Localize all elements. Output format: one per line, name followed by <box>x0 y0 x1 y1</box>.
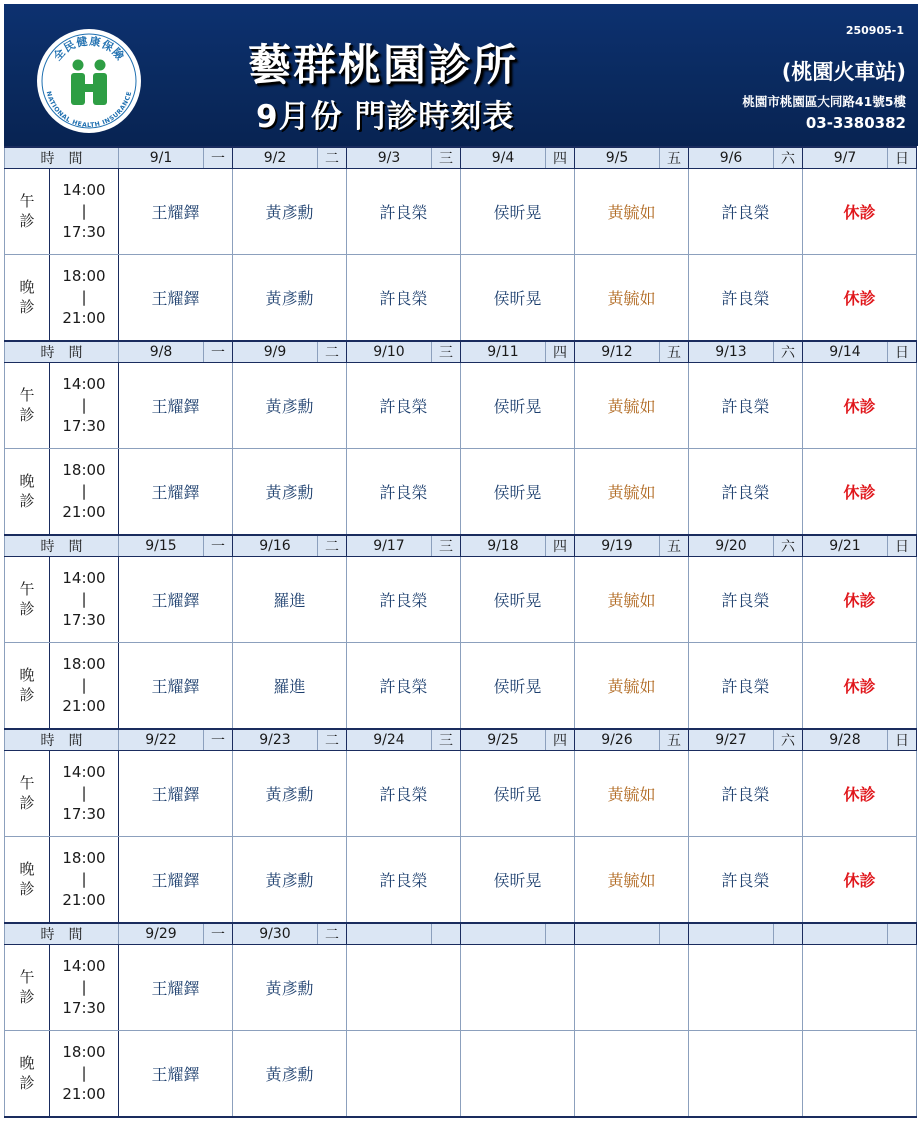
period-label-text: 午診 <box>19 968 35 1006</box>
date-cell: 9/23 <box>233 729 318 751</box>
time-line: | <box>81 870 87 888</box>
evening-period-label <box>5 255 50 342</box>
weekday-cell: 六 <box>774 535 803 557</box>
date-cell: 9/30 <box>233 923 318 945</box>
weekday-cell: 三 <box>432 535 461 557</box>
weekday-cell: 一 <box>204 923 233 945</box>
date-cell: 9/19 <box>575 535 660 557</box>
date-cell: 9/1 <box>119 147 204 169</box>
doctor-cell <box>689 945 803 1031</box>
date-cell: 9/18 <box>461 535 546 557</box>
evening-session-row <box>5 837 917 924</box>
weekday-cell: 日 <box>888 341 917 363</box>
closed-cell: 休診 <box>803 255 917 342</box>
doctor-cell: 王耀鐸 <box>119 363 233 449</box>
afternoon-period-label <box>5 751 50 837</box>
weekday-cell <box>432 923 461 945</box>
doctor-cell: 黃彥勳 <box>233 363 347 449</box>
weekday-cell: 二 <box>318 729 347 751</box>
weekday-cell: 六 <box>774 147 803 169</box>
date-cell: 9/2 <box>233 147 318 169</box>
doctor-cell: 黃彥勳 <box>233 1031 347 1118</box>
afternoon-period-label <box>5 169 50 255</box>
weekday-cell: 四 <box>546 535 575 557</box>
date-cell <box>461 923 546 945</box>
afternoon-period-label <box>5 557 50 643</box>
time-line: 14:00 <box>62 569 106 587</box>
date-cell: 9/27 <box>689 729 774 751</box>
evening-period-label <box>5 449 50 536</box>
doctor-cell: 侯昕晃 <box>461 363 575 449</box>
date-cell: 9/6 <box>689 147 774 169</box>
closed-cell: 休診 <box>803 837 917 924</box>
evening-session-row <box>5 255 917 342</box>
doctor-cell: 許良榮 <box>347 255 461 342</box>
afternoon-session-row <box>5 169 917 255</box>
doctor-cell: 侯昕晃 <box>461 751 575 837</box>
clinic-title: 藝群桃園診所 <box>248 41 518 91</box>
nhi-logo <box>36 28 142 134</box>
date-cell <box>347 923 432 945</box>
time-line: 18:00 <box>62 461 106 479</box>
doctor-cell: 許良榮 <box>689 255 803 342</box>
doctor-cell: 王耀鐸 <box>119 837 233 924</box>
doctor-cell: 黃毓如 <box>575 255 689 342</box>
weekday-cell: 日 <box>888 729 917 751</box>
afternoon-time-range <box>50 751 119 837</box>
afternoon-time-range <box>50 945 119 1031</box>
doctor-cell: 王耀鐸 <box>119 557 233 643</box>
doctor-cell: 許良榮 <box>689 363 803 449</box>
branch-name: (桃園火車站) <box>781 60 906 84</box>
closed-cell: 休診 <box>803 557 917 643</box>
doctor-cell: 許良榮 <box>347 837 461 924</box>
doctor-cell: 許良榮 <box>347 557 461 643</box>
doctor-cell: 王耀鐸 <box>119 449 233 536</box>
doctor-cell: 黃彥勳 <box>233 255 347 342</box>
doctor-cell <box>803 1031 917 1118</box>
clinic-header <box>4 4 918 146</box>
weekday-cell: 五 <box>660 147 689 169</box>
doctor-cell <box>461 1031 575 1118</box>
evening-period-label <box>5 837 50 924</box>
doctor-cell: 王耀鐸 <box>119 945 233 1031</box>
weekday-cell: 六 <box>774 729 803 751</box>
time-line: 14:00 <box>62 375 106 393</box>
schedule-table <box>4 146 917 1118</box>
period-label-text: 晚診 <box>19 666 35 704</box>
time-column-header: 時 間 <box>5 341 119 363</box>
time-line: 21:00 <box>62 503 106 521</box>
doctor-cell: 王耀鐸 <box>119 255 233 342</box>
doctor-cell: 黃毓如 <box>575 169 689 255</box>
time-line: 18:00 <box>62 849 106 867</box>
doctor-cell: 許良榮 <box>347 363 461 449</box>
evening-time-range <box>50 255 119 342</box>
time-line: 21:00 <box>62 309 106 327</box>
period-label-text: 晚診 <box>19 278 35 316</box>
period-label-text: 晚診 <box>19 1054 35 1092</box>
time-column-header: 時 間 <box>5 535 119 557</box>
time-line: 17:30 <box>62 223 106 241</box>
time-line: 14:00 <box>62 957 106 975</box>
evening-session-row <box>5 643 917 730</box>
date-cell: 9/20 <box>689 535 774 557</box>
closed-cell: 休診 <box>803 643 917 730</box>
doctor-cell <box>689 1031 803 1118</box>
doctor-cell <box>461 945 575 1031</box>
weekday-cell: 二 <box>318 147 347 169</box>
weekday-cell: 三 <box>432 729 461 751</box>
time-line: 21:00 <box>62 891 106 909</box>
document-code: 250905-1 <box>845 24 904 37</box>
time-line: 17:30 <box>62 417 106 435</box>
doctor-cell: 王耀鐸 <box>119 643 233 730</box>
date-cell: 9/12 <box>575 341 660 363</box>
doctor-cell: 黃毓如 <box>575 837 689 924</box>
weekday-cell: 日 <box>888 147 917 169</box>
closed-cell: 休診 <box>803 751 917 837</box>
date-cell <box>575 923 660 945</box>
afternoon-session-row <box>5 557 917 643</box>
date-cell: 9/16 <box>233 535 318 557</box>
date-cell: 9/4 <box>461 147 546 169</box>
date-cell: 9/28 <box>803 729 888 751</box>
doctor-cell: 黃彥勳 <box>233 449 347 536</box>
doctor-cell: 黃毓如 <box>575 751 689 837</box>
evening-time-range <box>50 643 119 730</box>
doctor-cell <box>347 945 461 1031</box>
weekday-cell: 二 <box>318 535 347 557</box>
weekday-cell: 六 <box>774 341 803 363</box>
date-cell <box>803 923 888 945</box>
clinic-phone: 03-3380382 <box>805 114 906 132</box>
doctor-cell: 黃毓如 <box>575 363 689 449</box>
time-line: 14:00 <box>62 763 106 781</box>
weekday-cell <box>546 923 575 945</box>
date-cell: 9/25 <box>461 729 546 751</box>
week-header-row <box>5 535 917 557</box>
period-label-text: 午診 <box>19 386 35 424</box>
date-cell: 9/15 <box>119 535 204 557</box>
evening-time-range <box>50 837 119 924</box>
logo-text-en: NATIONAL HEALTH INSURANCE <box>44 90 134 130</box>
time-column-header: 時 間 <box>5 147 119 169</box>
schedule-page <box>4 4 918 1118</box>
doctor-cell: 許良榮 <box>689 557 803 643</box>
afternoon-session-row <box>5 363 917 449</box>
time-line: | <box>81 676 87 694</box>
clinic-address: 桃園市桃園區大同路41號5樓 <box>742 94 906 109</box>
doctor-cell: 許良榮 <box>347 751 461 837</box>
doctor-cell: 許良榮 <box>347 169 461 255</box>
week-header-row <box>5 147 917 169</box>
doctor-cell: 黃毓如 <box>575 557 689 643</box>
doctor-cell <box>803 945 917 1031</box>
week-header-row <box>5 729 917 751</box>
time-line: 18:00 <box>62 1043 106 1061</box>
doctor-cell: 侯昕晃 <box>461 255 575 342</box>
doctor-cell: 黃毓如 <box>575 643 689 730</box>
weekday-cell: 五 <box>660 535 689 557</box>
doctor-cell: 王耀鐸 <box>119 1031 233 1118</box>
doctor-cell: 許良榮 <box>689 449 803 536</box>
evening-session-row <box>5 1031 917 1118</box>
doctor-cell: 黃彥勳 <box>233 837 347 924</box>
date-cell: 9/9 <box>233 341 318 363</box>
weekday-cell: 日 <box>888 535 917 557</box>
weekday-cell: 二 <box>318 341 347 363</box>
weekday-cell: 五 <box>660 729 689 751</box>
week-header-row <box>5 341 917 363</box>
doctor-cell: 羅進 <box>233 643 347 730</box>
period-label-text: 晚診 <box>19 472 35 510</box>
date-cell: 9/13 <box>689 341 774 363</box>
afternoon-time-range <box>50 557 119 643</box>
date-cell <box>689 923 774 945</box>
weekday-cell: 四 <box>546 147 575 169</box>
doctor-cell: 黃彥勳 <box>233 945 347 1031</box>
doctor-cell: 許良榮 <box>347 643 461 730</box>
time-line: | <box>81 202 87 220</box>
time-line: 14:00 <box>62 181 106 199</box>
date-cell: 9/24 <box>347 729 432 751</box>
doctor-cell: 侯昕晃 <box>461 169 575 255</box>
doctor-cell: 黃毓如 <box>575 449 689 536</box>
doctor-cell <box>575 1031 689 1118</box>
time-line: | <box>81 482 87 500</box>
doctor-cell: 黃彥勳 <box>233 169 347 255</box>
doctor-cell: 許良榮 <box>347 449 461 536</box>
logo-text-zh: 全民健康保險 <box>50 34 128 64</box>
time-column-header: 時 間 <box>5 923 119 945</box>
doctor-cell: 侯昕晃 <box>461 643 575 730</box>
afternoon-period-label <box>5 363 50 449</box>
period-label-text: 晚診 <box>19 860 35 898</box>
period-label-text: 午診 <box>19 774 35 812</box>
date-cell: 9/3 <box>347 147 432 169</box>
time-line: | <box>81 590 87 608</box>
date-cell: 9/21 <box>803 535 888 557</box>
time-line: | <box>81 1064 87 1082</box>
period-label-text: 午診 <box>19 580 35 618</box>
time-line: 17:30 <box>62 805 106 823</box>
time-line: | <box>81 978 87 996</box>
doctor-cell <box>347 1031 461 1118</box>
weekday-cell: 二 <box>318 923 347 945</box>
weekday-cell <box>774 923 803 945</box>
weekday-cell: 一 <box>204 729 233 751</box>
date-cell: 9/7 <box>803 147 888 169</box>
evening-session-row <box>5 449 917 536</box>
time-column-header: 時 間 <box>5 729 119 751</box>
doctor-cell: 黃彥勳 <box>233 751 347 837</box>
time-line: | <box>81 396 87 414</box>
date-cell: 9/10 <box>347 341 432 363</box>
time-line: 21:00 <box>62 697 106 715</box>
date-cell: 9/5 <box>575 147 660 169</box>
time-line: | <box>81 784 87 802</box>
afternoon-session-row <box>5 751 917 837</box>
time-line: 18:00 <box>62 267 106 285</box>
weekday-cell: 四 <box>546 341 575 363</box>
evening-period-label <box>5 1031 50 1118</box>
weekday-cell: 一 <box>204 147 233 169</box>
evening-time-range <box>50 449 119 536</box>
weekday-cell: 四 <box>546 729 575 751</box>
afternoon-period-label <box>5 945 50 1031</box>
doctor-cell: 羅進 <box>233 557 347 643</box>
afternoon-time-range <box>50 169 119 255</box>
doctor-cell: 許良榮 <box>689 751 803 837</box>
weekday-cell: 五 <box>660 341 689 363</box>
doctor-cell <box>575 945 689 1031</box>
closed-cell: 休診 <box>803 169 917 255</box>
date-cell: 9/8 <box>119 341 204 363</box>
doctor-cell: 侯昕晃 <box>461 449 575 536</box>
time-line: | <box>81 288 87 306</box>
weekday-cell: 一 <box>204 341 233 363</box>
date-cell: 9/22 <box>119 729 204 751</box>
time-line: 21:00 <box>62 1085 106 1103</box>
evening-time-range <box>50 1031 119 1118</box>
date-cell: 9/26 <box>575 729 660 751</box>
afternoon-time-range <box>50 363 119 449</box>
weekday-cell: 三 <box>432 147 461 169</box>
doctor-cell: 王耀鐸 <box>119 169 233 255</box>
closed-cell: 休診 <box>803 449 917 536</box>
weekday-cell: 一 <box>204 535 233 557</box>
doctor-cell: 許良榮 <box>689 169 803 255</box>
weekday-cell <box>888 923 917 945</box>
weekday-cell <box>660 923 689 945</box>
time-line: 17:30 <box>62 611 106 629</box>
doctor-cell: 侯昕晃 <box>461 557 575 643</box>
time-line: 17:30 <box>62 999 106 1017</box>
evening-period-label <box>5 643 50 730</box>
closed-cell: 休診 <box>803 363 917 449</box>
afternoon-session-row <box>5 945 917 1031</box>
date-cell: 9/17 <box>347 535 432 557</box>
period-label-text: 午診 <box>19 192 35 230</box>
doctor-cell: 王耀鐸 <box>119 751 233 837</box>
doctor-cell: 侯昕晃 <box>461 837 575 924</box>
schedule-subtitle: 9月份 門診時刻表 <box>256 99 515 135</box>
week-header-row <box>5 923 917 945</box>
doctor-cell: 許良榮 <box>689 837 803 924</box>
date-cell: 9/14 <box>803 341 888 363</box>
date-cell: 9/29 <box>119 923 204 945</box>
doctor-cell: 許良榮 <box>689 643 803 730</box>
time-line: 18:00 <box>62 655 106 673</box>
date-cell: 9/11 <box>461 341 546 363</box>
weekday-cell: 三 <box>432 341 461 363</box>
